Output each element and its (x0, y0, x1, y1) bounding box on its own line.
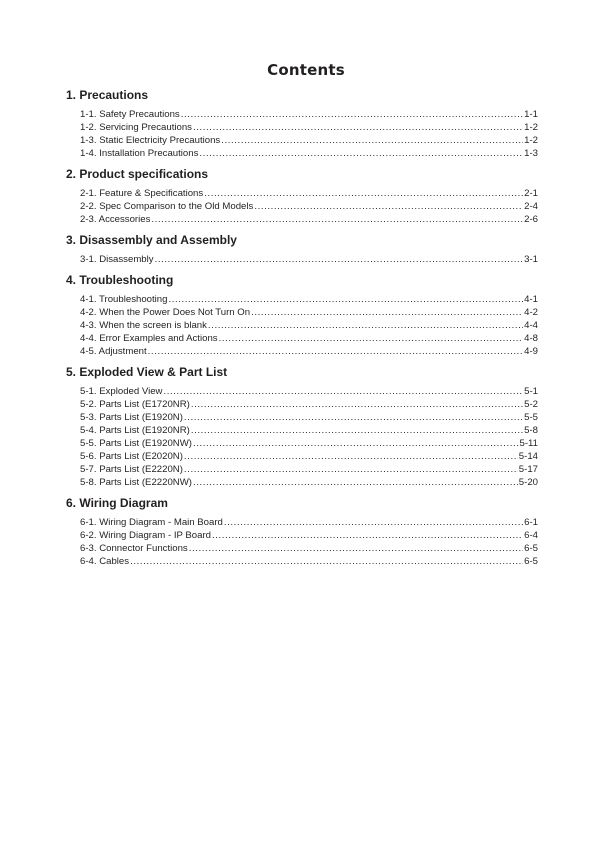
toc-entry[interactable] (80, 542, 538, 555)
section-gap (66, 226, 538, 233)
toc-entry[interactable] (80, 476, 538, 489)
dot-leader (193, 476, 518, 489)
toc-entry-page: 2-6 (524, 214, 538, 225)
toc-entry-page: 6-1 (524, 517, 538, 528)
toc-entry-label: 5-4. Parts List (E1920NR) (80, 425, 190, 436)
toc-entry[interactable] (80, 108, 538, 121)
toc-entry-label: 6-1. Wiring Diagram - Main Board (80, 517, 223, 528)
toc-entry-page: 1-2 (524, 122, 538, 133)
toc-entry[interactable] (80, 147, 538, 160)
toc-entry-label: 4-2. When the Power Does Not Turn On (80, 307, 251, 318)
toc-entry-page: 3-1 (524, 254, 538, 265)
dot-leader (148, 345, 523, 358)
toc-entry-page: 6-5 (524, 543, 538, 554)
section-gap (66, 489, 538, 496)
toc-entry[interactable] (80, 293, 538, 306)
section-entries (80, 385, 538, 489)
toc-entry[interactable] (80, 345, 538, 358)
toc-entry-page: 4-8 (524, 333, 538, 344)
toc-entry-label: 5-2. Parts List (E1720NR) (80, 399, 190, 410)
toc-entry-page: 5-1 (524, 386, 538, 397)
section-gap (66, 266, 538, 273)
toc-entry[interactable] (80, 437, 538, 450)
section-gap (66, 568, 538, 575)
section-heading: 1. Precautions (66, 88, 149, 102)
toc-entry-label: 2-1. Feature & Specifications (80, 188, 204, 199)
section-heading: 6. Wiring Diagram (66, 496, 168, 510)
toc-entry-label: 1-1. Safety Precautions (80, 109, 180, 120)
dot-leader (221, 134, 523, 147)
toc-section (66, 88, 538, 167)
section-entries (80, 187, 538, 226)
toc-entry[interactable] (80, 306, 538, 319)
toc-entry[interactable] (80, 253, 538, 266)
section-heading: 5. Exploded View & Part List (66, 365, 228, 379)
dot-leader (251, 306, 523, 319)
toc-entry[interactable] (80, 529, 538, 542)
dot-leader (191, 398, 523, 411)
toc-entry[interactable] (80, 424, 538, 437)
dot-leader (189, 542, 523, 555)
toc-entry-label: 4-1. Troubleshooting (80, 294, 168, 305)
dot-leader (184, 450, 518, 463)
toc-entry-label: 1-3. Static Electricity Precautions (80, 135, 221, 146)
toc-entry-label: 1-4. Installation Precautions (80, 148, 199, 159)
section-gap (66, 160, 538, 167)
toc-entry[interactable] (80, 200, 538, 213)
toc-entry-page: 6-5 (524, 556, 538, 567)
toc-entry[interactable] (80, 385, 538, 398)
toc-entry[interactable] (80, 121, 538, 134)
toc-entry-label: 1-2. Servicing Precautions (80, 122, 192, 133)
toc-entry[interactable] (80, 450, 538, 463)
dot-leader (191, 424, 523, 437)
toc-entry-page: 4-1 (524, 294, 538, 305)
dot-leader (168, 293, 523, 306)
section-entries (80, 253, 538, 266)
toc-entry-page: 5-8 (524, 425, 538, 436)
toc-entry-label: 2-3. Accessories (80, 214, 151, 225)
section-heading: 4. Troubleshooting (66, 273, 174, 287)
toc-entry-page: 5-5 (524, 412, 538, 423)
dot-leader (151, 213, 523, 226)
dot-leader (219, 332, 524, 345)
toc-entry-label: 4-5. Adjustment (80, 346, 147, 357)
toc-section (66, 365, 538, 496)
toc-entry-page: 5-2 (524, 399, 538, 410)
section-entries (80, 108, 538, 160)
toc-entry-label: 5-8. Parts List (E2220NW) (80, 477, 192, 488)
dot-leader (199, 147, 523, 160)
dot-leader (164, 385, 524, 398)
dot-leader (155, 253, 524, 266)
dot-leader (208, 319, 523, 332)
toc-entry-page: 1-3 (524, 148, 538, 159)
toc-entry-label: 2-2. Spec Comparison to the Old Models (80, 201, 254, 212)
dot-leader (184, 463, 518, 476)
toc-entry-page: 5-17 (518, 464, 538, 475)
toc-entry[interactable] (80, 332, 538, 345)
section-heading: 3. Disassembly and Assembly (66, 233, 237, 247)
toc-entry-page: 4-9 (524, 346, 538, 357)
dot-leader (204, 187, 523, 200)
toc-entry-label: 4-3. When the screen is blank (80, 320, 207, 331)
toc-entry-page: 2-1 (524, 188, 538, 199)
dot-leader (130, 555, 523, 568)
toc-entry[interactable] (80, 187, 538, 200)
toc-entry[interactable] (80, 134, 538, 147)
toc-entry-page: 4-4 (524, 320, 538, 331)
toc-entry[interactable] (80, 411, 538, 424)
toc-entry-label: 6-2. Wiring Diagram - IP Board (80, 530, 211, 541)
section-heading: 2. Product specifications (66, 167, 209, 181)
dot-leader (254, 200, 523, 213)
dot-leader (193, 437, 519, 450)
toc-entry[interactable] (80, 319, 538, 332)
dot-leader (212, 529, 523, 542)
toc-entry[interactable] (80, 463, 538, 476)
section-entries (80, 293, 538, 358)
toc-entry-page: 5-14 (518, 451, 538, 462)
toc-entry-label: 5-1. Exploded View (80, 386, 163, 397)
toc-entry-page: 4-2 (524, 307, 538, 318)
toc-entry-label: 6-3. Connector Functions (80, 543, 188, 554)
toc-entry-label: 5-6. Parts List (E2020N) (80, 451, 183, 462)
toc-entry-page: 5-20 (518, 477, 538, 488)
toc-entry-label: 3-1. Disassembly (80, 254, 154, 265)
toc-section (66, 273, 538, 365)
toc-entry-page: 2-4 (524, 201, 538, 212)
toc-entry-page: 1-2 (524, 135, 538, 146)
dot-leader (181, 108, 523, 121)
toc-entry-page: 6-4 (524, 530, 538, 541)
section-entries (80, 516, 538, 568)
toc-entry[interactable] (80, 516, 538, 529)
toc-section (66, 167, 538, 233)
toc-entry-label: 5-3. Parts List (E1920N) (80, 412, 183, 423)
toc-entry-label: 5-5. Parts List (E1920NW) (80, 438, 192, 449)
toc-entry[interactable] (80, 555, 538, 568)
dot-leader (224, 516, 523, 529)
toc-entry[interactable] (80, 213, 538, 226)
toc-entry[interactable] (80, 398, 538, 411)
toc-entry-label: 5-7. Parts List (E2220N) (80, 464, 183, 475)
toc-section (66, 233, 538, 273)
toc-entry-page: 5-11 (519, 438, 538, 449)
page-title: Contents (267, 61, 345, 79)
dot-leader (193, 121, 523, 134)
table-of-contents (66, 88, 538, 575)
section-gap (66, 358, 538, 365)
toc-entry-label: 4-4. Error Examples and Actions (80, 333, 218, 344)
toc-section (66, 496, 538, 575)
toc-entry-label: 6-4. Cables (80, 556, 130, 567)
dot-leader (184, 411, 523, 424)
toc-entry-page: 1-1 (524, 109, 538, 120)
